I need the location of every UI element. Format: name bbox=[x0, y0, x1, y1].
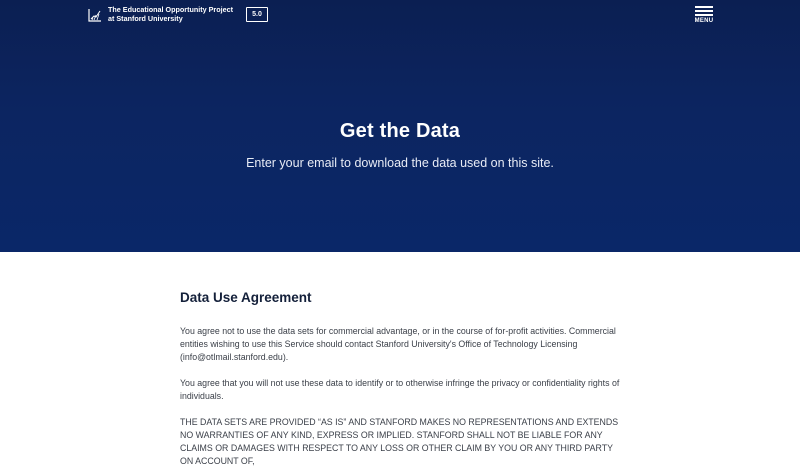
logo-text bbox=[108, 6, 233, 23]
menu-button[interactable] bbox=[694, 6, 714, 28]
page-title: Get the Data bbox=[339, 120, 461, 142]
logo-line-1: The Educational Opportunity Project bbox=[108, 5, 233, 14]
logo-line-2: at Stanford University bbox=[108, 13, 183, 23]
page-subtitle: Enter your email to download the data used on this site. bbox=[246, 156, 554, 170]
hamburger-menu-icon bbox=[695, 6, 713, 16]
chart-logo-icon bbox=[88, 8, 102, 22]
agreement-paragraph: THE DATA SETS ARE PROVIDED “AS IS” AND STANFORD MAKES NO REPRESENTATIONS AND EXTENDS NO WARRANTIES OF ANY KIND, EXPRESS OR IMPLIED. STANFORD SHALL NOT BE LIABLE FOR ANY CLAIMS OR DAMAGES WITH RESPECT TO ANY LOSS OR OTHER CLAIM BY YOU OR ANY THIRD PARTY ON ACCOUNT OF, bbox=[180, 417, 619, 466]
agreement-paragraph: You agree that you will not use these data to identify or to otherwise infringe the privacy or confidentiality rights of individuals. bbox=[180, 378, 620, 401]
menu-label: MENU bbox=[694, 18, 714, 24]
agreement-title: Data Use Agreement bbox=[180, 290, 312, 305]
site-logo-link[interactable] bbox=[88, 6, 233, 23]
version-badge: 5.0 bbox=[246, 7, 268, 22]
agreement-paragraph: You agree not to use the data sets for commercial advantage, or in the course of for-profit activities. Commercial entities wishing to use this Service should contact Stanford University's Office of Technology Licensing (info@otlmail.stanford.edu). bbox=[180, 326, 616, 362]
